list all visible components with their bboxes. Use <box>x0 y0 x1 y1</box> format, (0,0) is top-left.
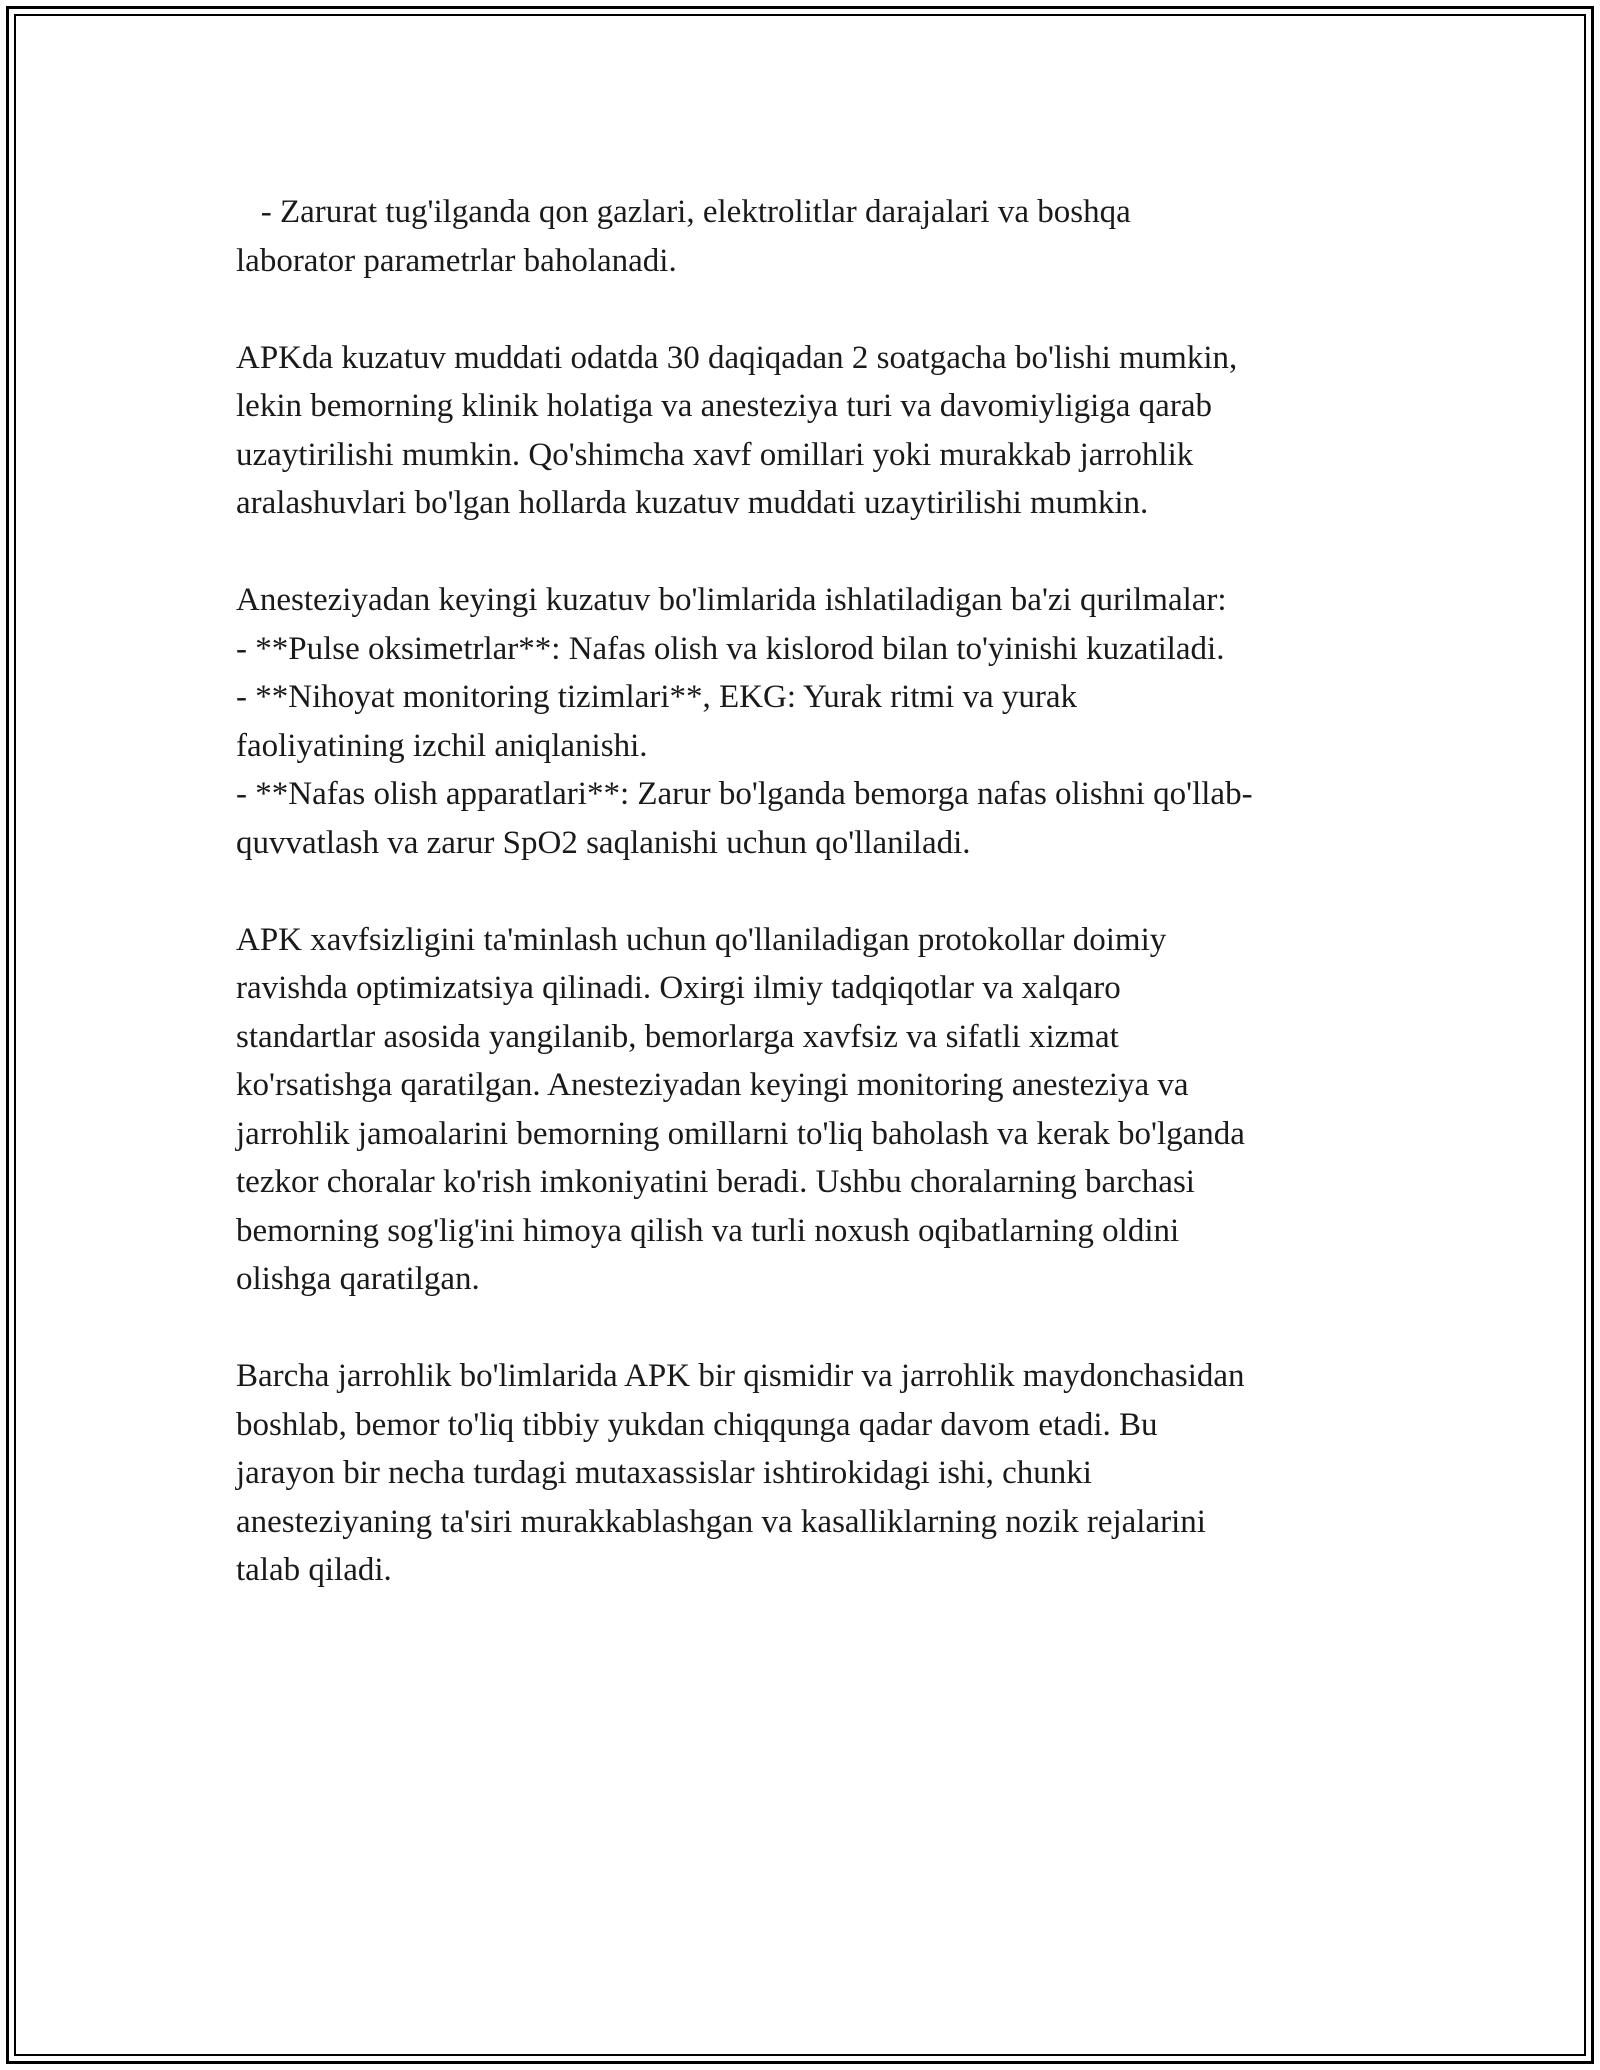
text-line: Anesteziyadan keyingi kuzatuv bo'limlarida ishlatiladigan ba'zi qurilmalar: <box>236 582 1227 618</box>
paragraph-safety-protocols <box>236 916 1416 1304</box>
text-line: ko'rsatishga qaratilgan. Anesteziyadan keyingi monitoring anesteziya va <box>236 1067 1189 1103</box>
text-line: APKda kuzatuv muddati odatda 30 daqiqadan 2 soatgacha bo'lishi mumkin, <box>236 339 1238 376</box>
text-line: - Zarurat tug'ilganda qon gazlari, elektrolitlar darajalari va boshqa <box>236 194 1131 230</box>
text-line: APK xavfsizligini ta'minlash uchun qo'llaniladigan protokollar doimiy <box>236 921 1167 958</box>
paragraph-devices-list <box>236 576 1416 867</box>
list-item: - **Nihoyat monitoring tizimlari**, EKG: Yurak ritmi va yurak <box>236 679 1078 715</box>
text-line: jarrohlik jamoalarini bemorning omillarni to'liq baholash va kerak bo'lganda <box>236 1115 1245 1152</box>
text-line: uzaytirilishi mumkin. Qo'shimcha xavf omillari yoki murakkab jarrohlik <box>236 436 1194 473</box>
text-line: jarayon bir necha turdagi mutaxassislar ishtirokidagi ishi, chunki <box>236 1455 1092 1491</box>
paragraph-surgical-departments <box>236 1352 1416 1595</box>
paragraph-lab-parameters <box>236 188 1416 285</box>
text-line: ravishda optimizatsiya qilinadi. Oxirgi ilmiy tadqiqotlar va xalqaro <box>236 970 1121 1006</box>
text-line: olishga qaratilgan. <box>236 1261 480 1297</box>
text-line: anesteziyaning ta'siri murakkablashgan va kasalliklarning nozik rejalarini <box>236 1503 1206 1540</box>
list-item: - **Nafas olish apparatlari**: Zarur bo'lganda bemorga nafas olishni qo'llab- <box>236 776 1253 812</box>
document-body <box>236 188 1416 1643</box>
text-line: talab qiladi. <box>236 1552 392 1588</box>
text-line: bemorning sog'lig'ini himoya qilish va turli noxush oqibatlarning oldini <box>236 1212 1180 1249</box>
text-line: faoliyatining izchil aniqlanishi. <box>236 727 648 764</box>
list-item: - **Pulse oksimetrlar**: Nafas olish va kislorod bilan to'yinishi kuzatiladi. <box>236 630 1225 667</box>
text-line: Barcha jarrohlik bo'limlarida APK bir qismidir va jarrohlik maydonchasidan <box>236 1358 1245 1394</box>
text-line: laborator parametrlar baholanadi. <box>236 242 677 279</box>
paragraph-observation-duration <box>236 334 1416 528</box>
text-line: standartlar asosida yangilanib, bemorlarga xavfsiz va sifatli xizmat <box>236 1018 1119 1055</box>
text-line: boshlab, bemor to'liq tibbiy yukdan chiqqunga qadar davom etadi. Bu <box>236 1406 1158 1443</box>
text-line: tezkor choralar ko'rish imkoniyatini beradi. Ushbu choralarning barchasi <box>236 1164 1195 1200</box>
text-line: aralashuvlari bo'lgan hollarda kuzatuv muddati uzaytirilishi mumkin. <box>236 485 1149 521</box>
text-line: lekin bemorning klinik holatiga va anesteziya turi va davomiyligiga qarab <box>236 388 1212 424</box>
text-line: quvvatlash va zarur SpO2 saqlanishi uchun qo'llaniladi. <box>236 824 971 861</box>
